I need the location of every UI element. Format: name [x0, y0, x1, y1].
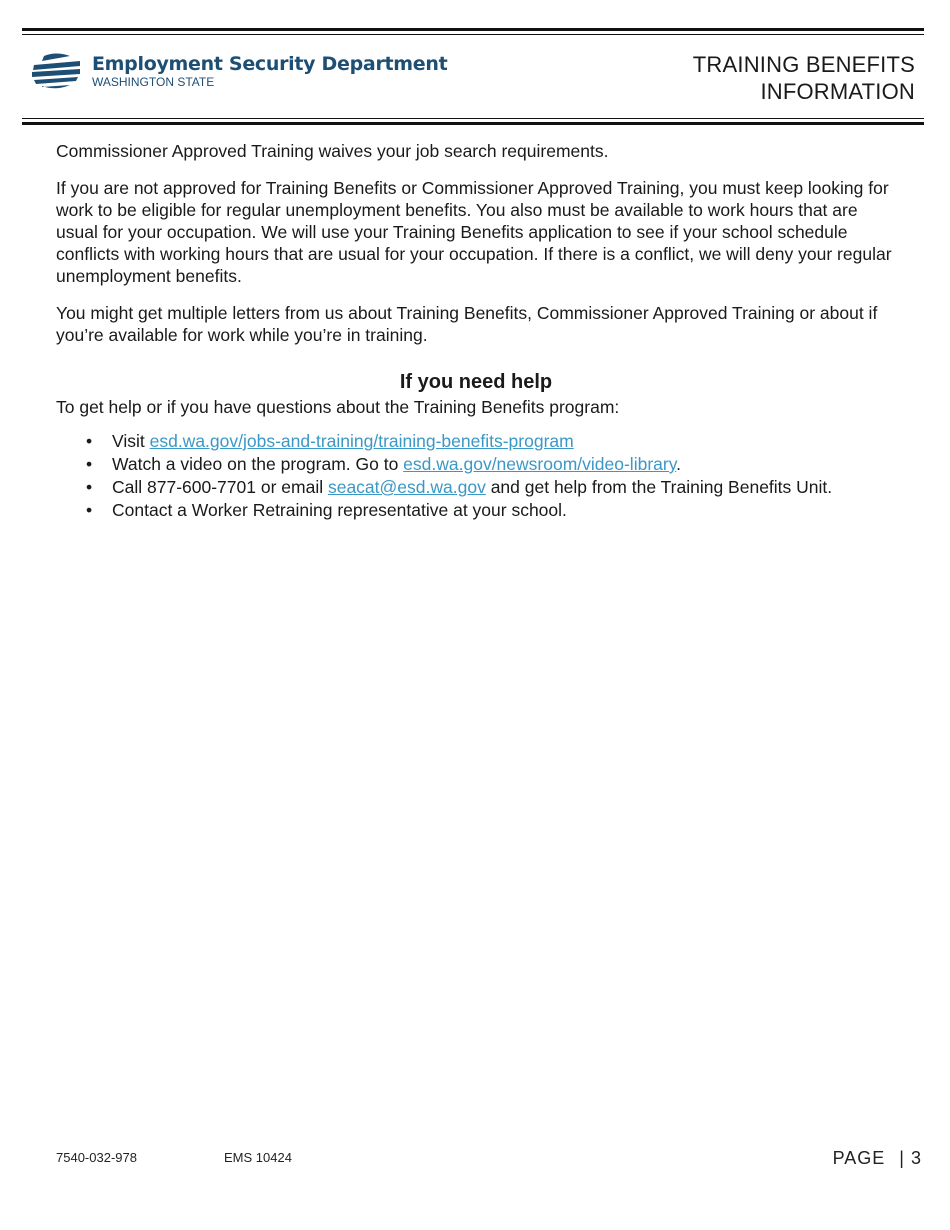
page-separator: | [899, 1148, 905, 1168]
help-intro: To get help or if you have questions about the Training Benefits program: [56, 397, 620, 417]
main-content [56, 140, 896, 522]
bullet: • [86, 477, 93, 497]
list-item-text: Contact a Worker Retraining representative at your school. [112, 500, 567, 520]
list-item [86, 476, 896, 499]
esd-logo-mark-icon [30, 52, 82, 90]
list-item-text: Watch a video on the program. Go to [112, 454, 404, 474]
bullet: • [86, 431, 93, 451]
document-title-line-2: INFORMATION [760, 79, 915, 104]
list-item-text: Call 877-600-7701 or email [112, 477, 328, 497]
help-list [56, 430, 896, 522]
header-rule-bottom-thin [22, 118, 924, 119]
video-library-link[interactable]: esd.wa.gov/newsroom/video-library [403, 454, 677, 474]
training-benefits-link[interactable]: esd.wa.gov/jobs-and-training/training-benefits-program [149, 431, 574, 451]
page-indicator [833, 1148, 922, 1169]
paragraph-waiver: Commissioner Approved Training waives your job search requirements. [56, 141, 609, 161]
org-name: Employment Security Department [92, 53, 448, 75]
header-rule-top-thick [22, 28, 924, 31]
help-heading: If you need help [399, 371, 553, 393]
list-item [86, 453, 896, 476]
page-number: 3 [910, 1148, 922, 1168]
paragraph-eligibility: If you are not approved for Training Benefits or Commissioner Approved Training, you must keep looking for work to be eligible for regular unemployment benefits. You also must be available to work hours that are usual for your occupation. We will use your Training Benefits application to see if your school schedule conflicts with working hours that are usual for your occupation. If there is a conflict, we will deny your regular unemployment benefits. [56, 178, 892, 286]
page-label: PAGE [832, 1148, 886, 1168]
paragraph-letters: You might get multiple letters from us about Training Benefits, Commissioner Approved Training or about if you’re available for work while you’re in training. [56, 303, 878, 345]
list-item [86, 499, 896, 522]
header-rule-top-thin [22, 34, 924, 35]
list-item-text: Visit [112, 431, 150, 451]
list-item-suffix: . [676, 454, 682, 474]
email-link[interactable]: seacat@esd.wa.gov [327, 477, 486, 497]
list-item-suffix: and get help from the Training Benefits Unit. [485, 477, 833, 497]
ems-number: EMS 10424 [224, 1150, 292, 1165]
document-title-line-1: TRAINING BENEFITS [692, 52, 915, 77]
form-number: 7540-032-978 [56, 1150, 137, 1165]
org-subtitle: WASHINGTON STATE [92, 75, 215, 89]
bullet: • [86, 500, 93, 520]
header-rule-bottom-thick [22, 122, 924, 125]
bullet: • [86, 454, 93, 474]
list-item [86, 430, 896, 453]
document-title [693, 51, 915, 105]
esd-logo [30, 52, 447, 90]
